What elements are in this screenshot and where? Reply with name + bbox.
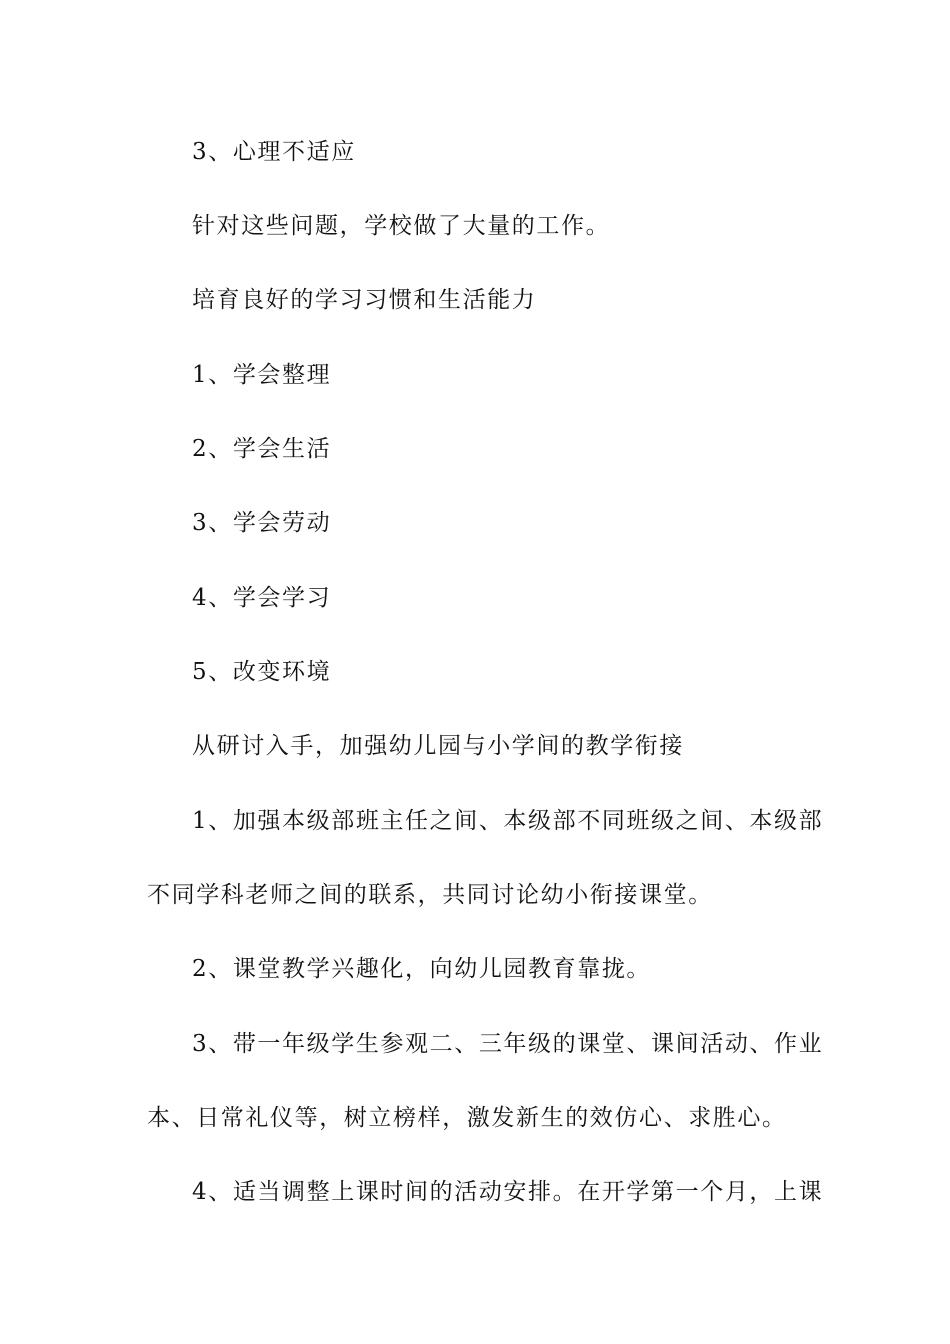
list-item: 2、学会生活 — [192, 436, 332, 462]
section-heading: 培育良好的学习习惯和生活能力 — [192, 287, 537, 313]
paragraph-line: 3、心理不适应 — [192, 139, 356, 165]
section-heading: 从研讨入手，加强幼儿园与小学间的教学衔接 — [192, 733, 684, 759]
paragraph-line: 3、带一年级学生参观二、三年级的课堂、课间活动、作业 — [192, 1031, 824, 1057]
paragraph-line: 2、课堂教学兴趣化，向幼儿园教育靠拢。 — [192, 956, 652, 982]
list-item: 1、学会整理 — [192, 362, 332, 388]
list-item: 3、学会劳动 — [192, 510, 332, 536]
list-item: 5、改变环境 — [192, 659, 332, 685]
paragraph-line: 针对这些问题，学校做了大量的工作。 — [192, 213, 611, 239]
paragraph-line: 1、加强本级部班主任之间、本级部不同班级之间、本级部 — [192, 808, 824, 834]
paragraph-line: 本、日常礼仪等，树立榜样，激发新生的效仿心、求胜心。 — [147, 1105, 787, 1131]
paragraph-line: 不同学科老师之间的联系，共同讨论幼小衔接课堂。 — [147, 882, 713, 908]
paragraph-line: 4、适当调整上课时间的活动安排。在开学第一个月，上课 — [192, 1179, 824, 1205]
list-item: 4、学会学习 — [192, 585, 332, 611]
